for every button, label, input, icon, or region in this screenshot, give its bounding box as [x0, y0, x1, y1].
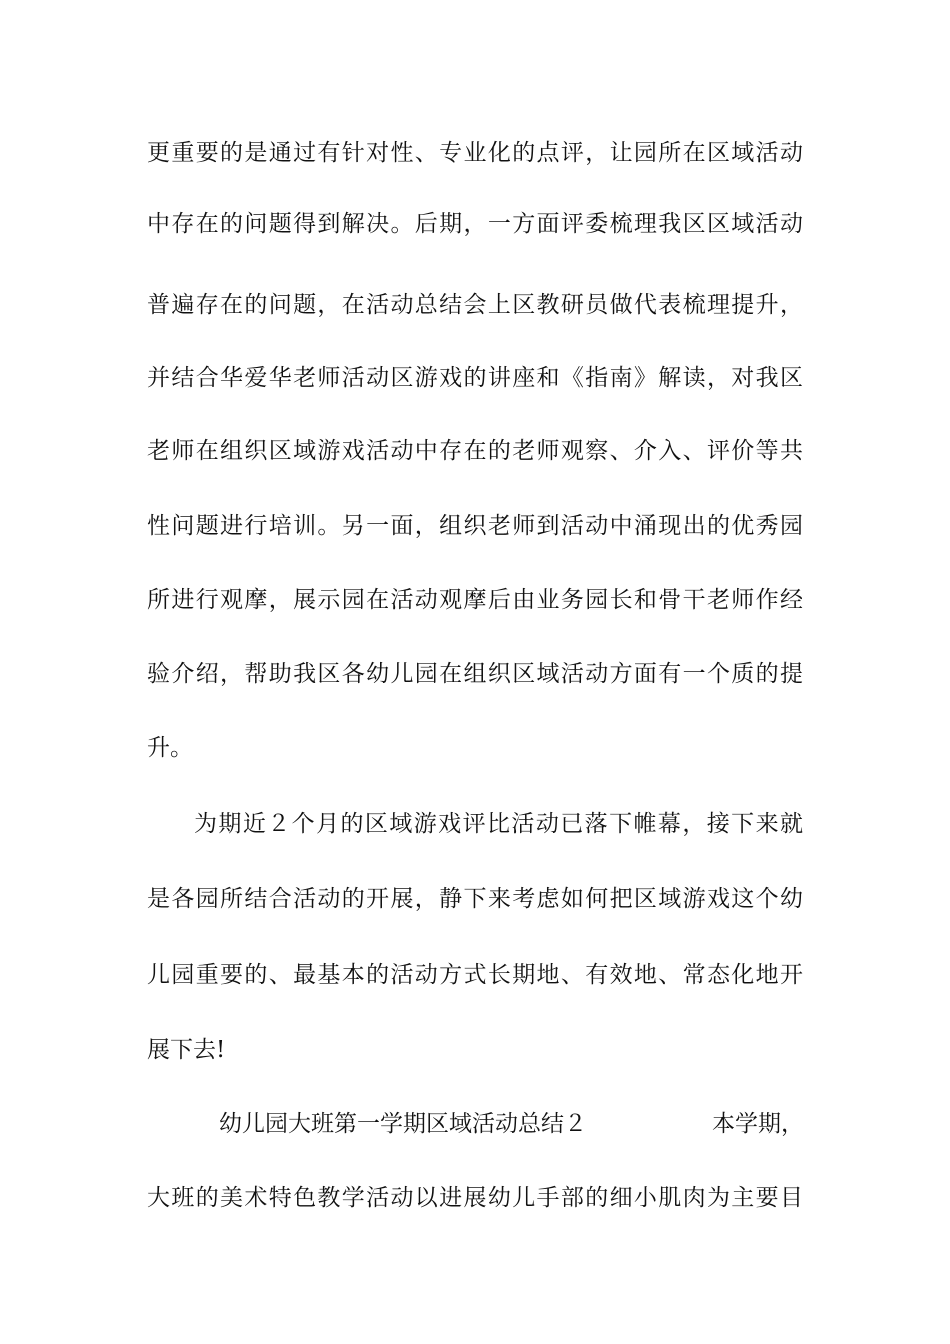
paragraph-1-line-1: 更重要的是通过有针对性、专业化的点评，让园所在区域活动	[147, 140, 803, 166]
paragraph-1-line-5: 老师在组织区域游戏活动中存在的老师观察、介入、评价等共	[147, 438, 803, 464]
section-title: 幼儿园大班第一学期区域活动总结２	[219, 1111, 587, 1137]
paragraph-1-line-7: 所进行观摩，展示园在活动观摩后由业务园长和骨干老师作经	[147, 587, 803, 613]
paragraph-3-heading-line	[147, 1104, 803, 1144]
paragraph-1-line-9: 升。	[147, 735, 193, 761]
paragraph-2-line-1: 为期近２个月的区域游戏评比活动已落下帷幕，接下来就	[194, 811, 803, 837]
paragraph-2-line-3: 儿园重要的、最基本的活动方式长期地、有效地、常态化地开	[147, 962, 803, 988]
paragraph-1-line-8: 验介绍，帮助我区各幼儿园在组织区域活动方面有一个质的提	[147, 661, 803, 687]
paragraph-1-line-2: 中存在的问题得到解决。后期，一方面评委梳理我区区域活动	[147, 211, 803, 237]
paragraph-1-line-3: 普遍存在的问题，在活动总结会上区教研员做代表梳理提升，	[147, 292, 803, 318]
paragraph-2-line-2: 是各园所结合活动的开展，静下来考虑如何把区域游戏这个幼	[147, 886, 803, 912]
section-intro: 本学期，	[712, 1111, 804, 1137]
paragraph-1-line-4: 并结合华爱华老师活动区游戏的讲座和《指南》解读，对我区	[147, 365, 803, 391]
paragraph-3-line-1: 大班的美术特色教学活动以进展幼儿手部的细小肌肉为主要目	[147, 1185, 803, 1211]
paragraph-1-line-6: 性问题进行培训。另一面，组织老师到活动中涌现出的优秀园	[147, 513, 803, 539]
paragraph-2-line-4: 展下去!	[147, 1037, 226, 1063]
